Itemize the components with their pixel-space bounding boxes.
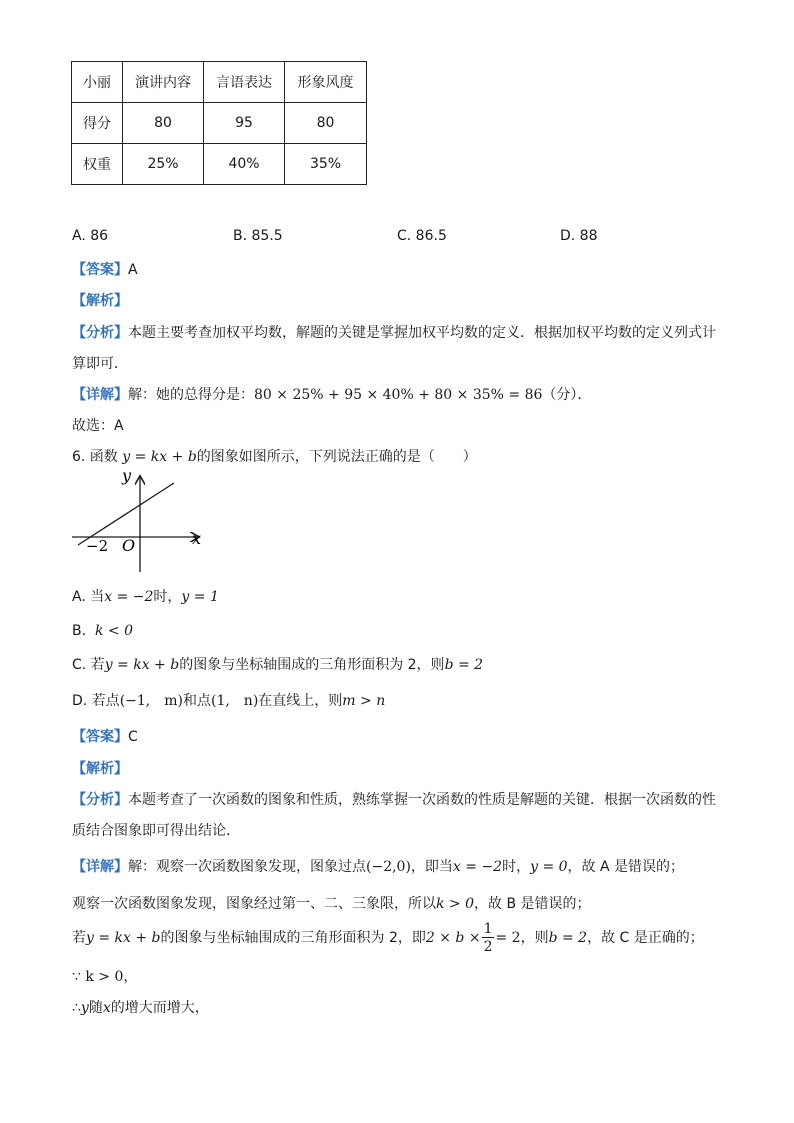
detail-text: 观察一次函数图象发现，图象经过第一、二、三象限，所以 (72, 896, 436, 912)
detail-k: k > 0 (436, 896, 475, 912)
detail-text: ，故 B 是错误的； (474, 896, 591, 912)
detail-y: y = 0 (530, 859, 568, 875)
fraction-den: 2 (483, 939, 493, 955)
detail-result: b = 2 (548, 930, 588, 946)
analysis-tag: 【解析】 (72, 761, 128, 777)
q5-option-b: B. 85.5 (233, 228, 283, 244)
detail-var-x: x (102, 1000, 111, 1016)
answer-tag: 【答案】 (72, 262, 128, 278)
detail-text: ，故 A 是错误的； (567, 859, 685, 875)
option-mid: 的图象与坐标轴围成的三角形面积为 2，则 (179, 657, 445, 673)
option-and: 和点 (182, 693, 211, 709)
q5-answer-line (72, 259, 138, 279)
answer-value: A (128, 262, 138, 278)
detail-var-y: y (80, 1000, 89, 1016)
q6-fenxi-line2: 质结合图象即可得出结论． (72, 823, 240, 839)
q6-detail-line3 (72, 922, 704, 954)
q5-option-a: A. 86 (72, 228, 109, 244)
table-header-cell: 小丽 (72, 62, 123, 103)
table-cell: 权重 (72, 144, 123, 185)
table-header-cell: 形象风度 (285, 62, 367, 103)
detail-text: 的增大而增大， (110, 1000, 209, 1016)
q5-choice: 故选：A (72, 418, 124, 434)
table-cell: 40% (204, 144, 285, 185)
table-cell: 得分 (72, 103, 123, 144)
q6-stem-formula: y = kx + b (122, 449, 197, 465)
table-cell: 35% (285, 144, 367, 185)
answer-value: C (128, 729, 138, 745)
q5-option-c: C. 86.5 (397, 228, 447, 244)
q6-stem-suffix: 的图象如图所示，下列说法正确的是（ ） (196, 449, 477, 465)
option-prefix: B. (72, 623, 87, 639)
table-header-cell: 演讲内容 (123, 62, 204, 103)
detail-text: 随 (88, 1000, 103, 1016)
q6-option-a (72, 586, 219, 606)
option-point2: (1, n) (210, 693, 259, 709)
option-result: y = 1 (181, 589, 219, 605)
detail-expr: = 2 (495, 930, 521, 946)
table-cell: 80 (285, 103, 367, 144)
q6-option-d (72, 690, 385, 710)
table-row (72, 103, 367, 144)
q5-option-d: D. 88 (560, 228, 598, 244)
option-prefix: C. 若 (72, 657, 105, 673)
therefore-symbol: ∴ (72, 1000, 81, 1016)
analysis-tag: 【解析】 (72, 293, 128, 309)
q6-answer-line (72, 726, 138, 746)
option-formula: y = kx + b (104, 657, 180, 673)
detail-text: 解：观察一次函数图象发现，图象过点 (128, 859, 366, 875)
fenxi-text: 本题主要考查加权平均数，解题的关键是掌握加权平均数的定义．根据加权平均数的定义列式计 (128, 325, 716, 341)
table-cell: 25% (123, 144, 204, 185)
detail-unit: （分）． (542, 387, 592, 403)
q5-fenxi-line1 (72, 322, 716, 342)
answer-tag: 【答案】 (72, 729, 128, 745)
detail-text: 的图象与坐标轴围成的三角形面积为 2，即 (160, 930, 426, 946)
option-result: b = 2 (444, 657, 484, 673)
q6-detail-line5 (72, 997, 209, 1017)
score-table (71, 61, 367, 185)
q6-fenxi-line1 (72, 789, 716, 809)
detail-tag: 【详解】 (72, 387, 128, 403)
option-cond: x = −2 (104, 589, 154, 605)
q6-option-c (72, 654, 483, 674)
fenxi-tag: 【分析】 (72, 325, 128, 341)
q6-detail-line4: ∵ k > 0， (72, 969, 138, 985)
table-cell: 95 (204, 103, 285, 144)
option-result: m > n (342, 693, 386, 709)
y-axis-label: y (122, 466, 132, 485)
detail-formula: 80 × 25% + 95 × 40% + 80 × 35% = 86 (254, 387, 543, 403)
q5-detail-line (72, 384, 591, 404)
intercept-label: −2 (86, 537, 109, 555)
detail-formula: y = kx + b (86, 930, 161, 946)
detail-text: ，则 (520, 930, 549, 946)
option-prefix: D. 若点 (72, 693, 120, 709)
fenxi-tag: 【分析】 (72, 792, 128, 808)
fraction-half (482, 922, 495, 954)
option-formula: k < 0 (94, 623, 133, 639)
table-header-cell: 言语表达 (204, 62, 285, 103)
q6-stem (72, 446, 477, 466)
q6-stem-prefix: 6. 函数 (72, 449, 118, 465)
q5-analysis-tag (72, 290, 128, 310)
option-point1: (−1, m) (119, 693, 183, 709)
detail-x: x = −2 (452, 859, 503, 875)
table-cell: 80 (123, 103, 204, 144)
q6-detail-line1 (72, 856, 684, 876)
detail-expr: 2 × b × (425, 930, 481, 946)
q6-analysis-tag (72, 758, 128, 778)
fenxi-text: 本题考查了一次函数的图象和性质，熟练掌握一次函数的性质是解题的关键．根据一次函数的性 (128, 792, 716, 808)
detail-text: 时， (502, 859, 531, 875)
detail-text: ，故 C 是正确的； (587, 930, 704, 946)
x-axis-label: x (192, 529, 202, 548)
detail-tag: 【详解】 (72, 859, 128, 875)
option-mid: 在直线上，则 (258, 693, 343, 709)
detail-text: 解：她的总得分是： (128, 387, 254, 403)
q6-function-graph (70, 465, 210, 580)
origin-label: O (122, 536, 136, 555)
detail-point: (−2,0) (366, 859, 411, 875)
table-header-row (72, 62, 367, 103)
q6-option-b (72, 623, 133, 639)
option-prefix: A. 当 (72, 589, 105, 605)
fraction-num: 1 (483, 921, 493, 937)
table-row (72, 144, 367, 185)
q6-detail-line2 (72, 893, 591, 913)
detail-text: 若 (72, 930, 86, 946)
detail-text: ，即当 (410, 859, 453, 875)
option-mid: 时， (153, 589, 182, 605)
q5-fenxi-line2: 算即可． (72, 356, 128, 372)
